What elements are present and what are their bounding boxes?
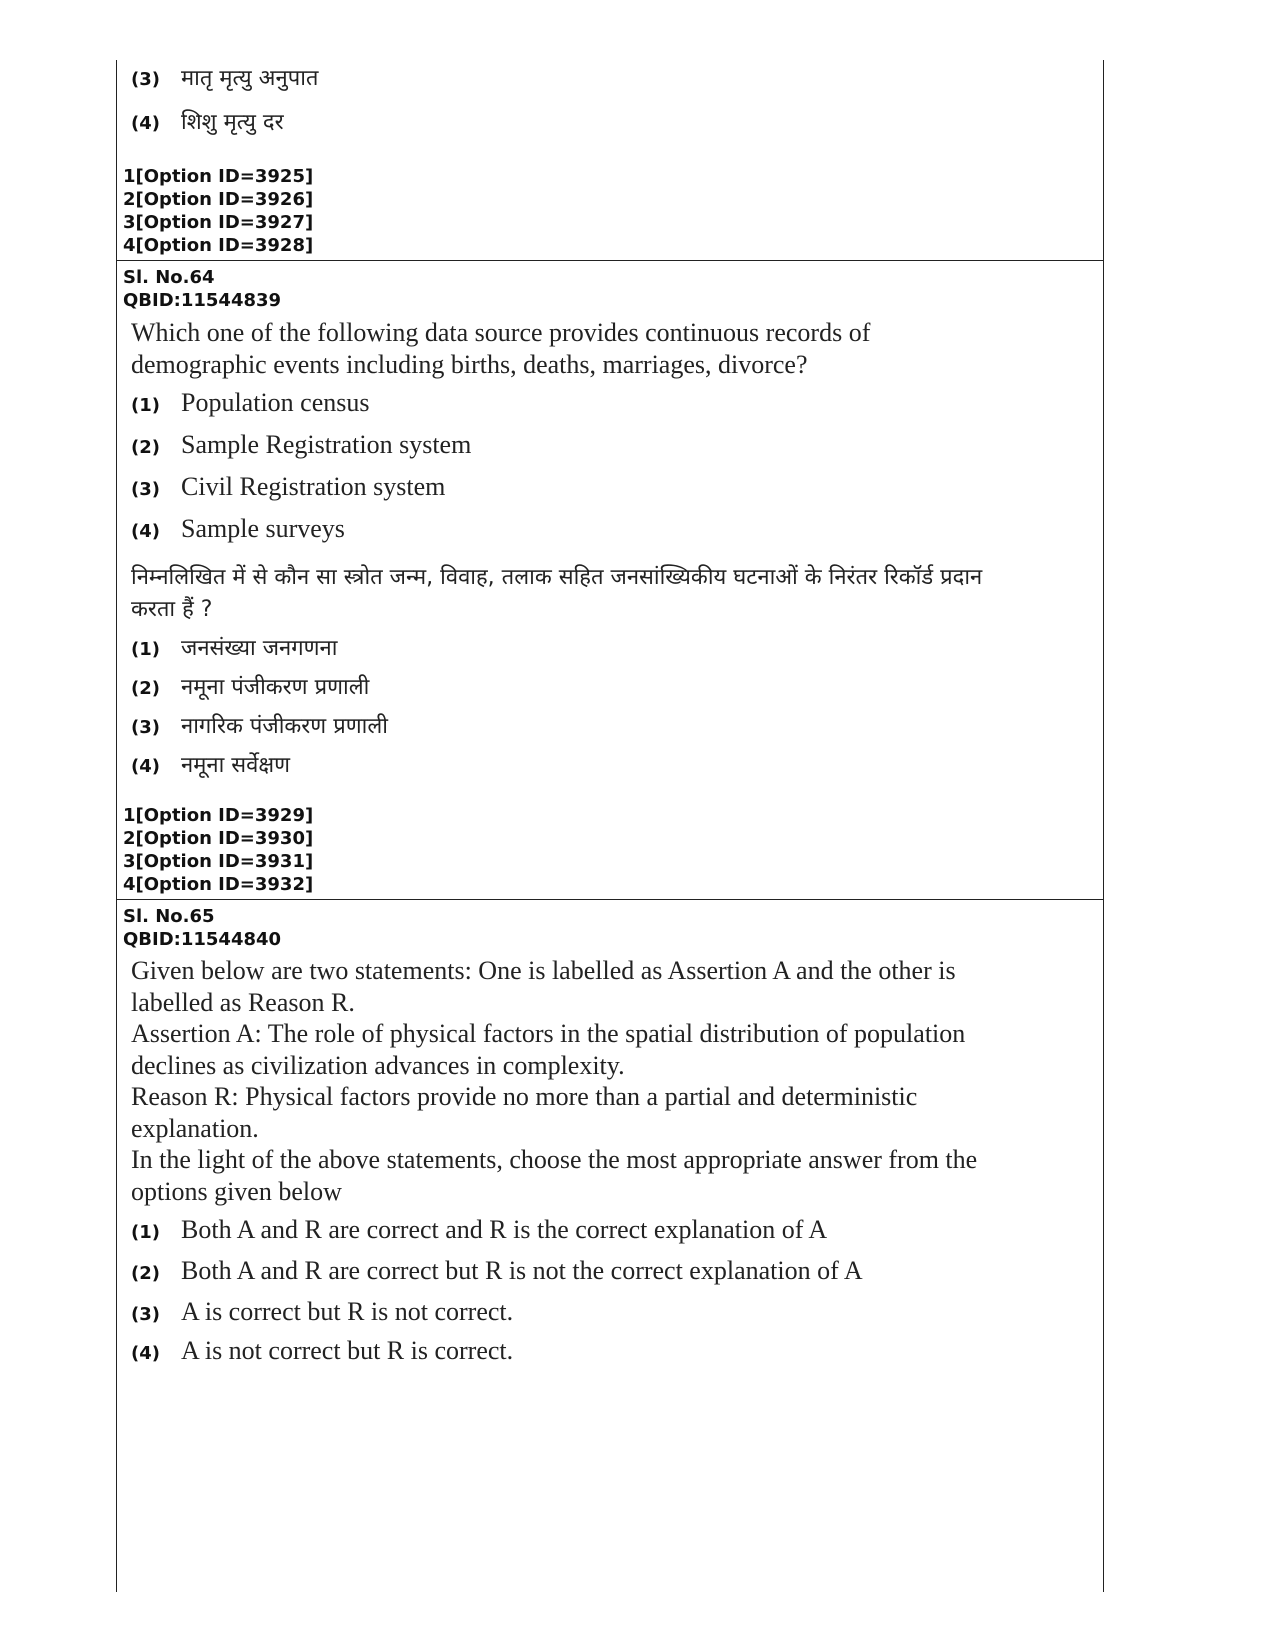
statement-reason: Reason R: Physical factors provide no more than a partial and deterministic explanation.	[131, 1082, 918, 1143]
option-row	[117, 710, 1103, 749]
option-text: Population census	[181, 388, 370, 417]
option-row	[117, 1297, 1103, 1336]
question-divider	[117, 899, 1103, 900]
option-id: 1[Option ID=3925]	[123, 166, 314, 187]
question-text-hi: निम्नलिखित में से कौन सा स्त्रोत जन्म, विवाह, तलाक सहित जनसांख्यिकीय घटनाओं के निरंतर रिकॉर्ड प्रदान करता हैं ?	[131, 565, 983, 622]
options-en	[117, 1215, 1103, 1375]
question-64	[117, 266, 1103, 788]
option-row	[117, 632, 1103, 671]
option-number: (4)	[131, 113, 160, 134]
option-text: A is not correct but R is correct.	[181, 1336, 514, 1365]
qbid: QBID:11544840	[123, 929, 282, 950]
option-row	[117, 749, 1103, 788]
question-text-en	[117, 955, 1011, 1207]
option-id: 4[Option ID=3932]	[123, 874, 314, 895]
prev-option-ids	[117, 165, 1103, 257]
option-text: Both A and R are correct and R is the correct explanation of A	[181, 1215, 828, 1244]
option-text: A is correct but R is not correct.	[181, 1297, 514, 1326]
option-text: जनसंख्या जनगणना	[181, 636, 338, 661]
option-number: (3)	[131, 69, 160, 90]
option-id: 2[Option ID=3930]	[123, 828, 314, 849]
option-number: (2)	[131, 678, 160, 699]
option-id: 3[Option ID=3931]	[123, 851, 314, 872]
option-text: Sample surveys	[181, 514, 345, 543]
q64-option-ids	[117, 804, 1103, 896]
option-number: (4)	[131, 521, 160, 542]
option-number: (1)	[131, 639, 160, 660]
option-text: Sample Registration system	[181, 430, 472, 459]
option-number: (4)	[131, 756, 160, 777]
prev-question-options	[117, 62, 1103, 150]
option-id: 3[Option ID=3927]	[123, 212, 314, 233]
option-text: नागरिक पंजीकरण प्रणाली	[181, 714, 388, 739]
option-row	[117, 671, 1103, 710]
option-row	[117, 1336, 1103, 1375]
option-row	[117, 388, 1103, 430]
option-text: मातृ मृत्यु अनुपात	[181, 66, 319, 91]
option-number: (4)	[131, 1343, 160, 1364]
option-row	[117, 472, 1103, 514]
statement-instruction: In the light of the above statements, choose the most appropriate answer from the options given below	[131, 1145, 978, 1206]
option-row	[117, 514, 1103, 556]
option-row	[117, 430, 1103, 472]
option-number: (1)	[131, 395, 160, 416]
option-id: 4[Option ID=3928]	[123, 235, 314, 256]
option-text: नमूना सर्वेक्षण	[181, 753, 291, 778]
serial-number: Sl. No.64	[123, 267, 215, 288]
option-number: (3)	[131, 717, 160, 738]
option-row	[117, 62, 1103, 106]
options-hi	[117, 632, 1103, 788]
serial-number: Sl. No.65	[123, 906, 215, 927]
option-id: 1[Option ID=3929]	[123, 805, 314, 826]
question-65	[117, 905, 1103, 1375]
question-divider	[117, 260, 1103, 261]
statement-assertion: Assertion A: The role of physical factors in the spatial distribution of population declines as civilization advances in complexity.	[131, 1019, 966, 1080]
option-text: शिशु मृत्यु दर	[181, 110, 284, 135]
option-number: (3)	[131, 479, 160, 500]
option-number: (1)	[131, 1222, 160, 1243]
statement-intro: Given below are two statements: One is labelled as Assertion A and the other is labelled as Reason R.	[131, 956, 956, 1017]
option-row	[117, 1215, 1103, 1256]
option-number: (3)	[131, 1304, 160, 1325]
option-row	[117, 106, 1103, 150]
question-frame	[116, 60, 1104, 1592]
option-id: 2[Option ID=3926]	[123, 189, 314, 210]
qbid: QBID:11544839	[123, 290, 282, 311]
option-text: Civil Registration system	[181, 472, 446, 501]
option-number: (2)	[131, 437, 160, 458]
options-en	[117, 388, 1103, 556]
option-text: Both A and R are correct but R is not the correct explanation of A	[181, 1256, 863, 1285]
question-text-en: Which one of the following data source provides continuous records of demographic events including births, deaths, marriages, divorce?	[131, 318, 871, 379]
option-row	[117, 1256, 1103, 1297]
option-number: (2)	[131, 1263, 160, 1284]
option-text: नमूना पंजीकरण प्रणाली	[181, 675, 370, 700]
